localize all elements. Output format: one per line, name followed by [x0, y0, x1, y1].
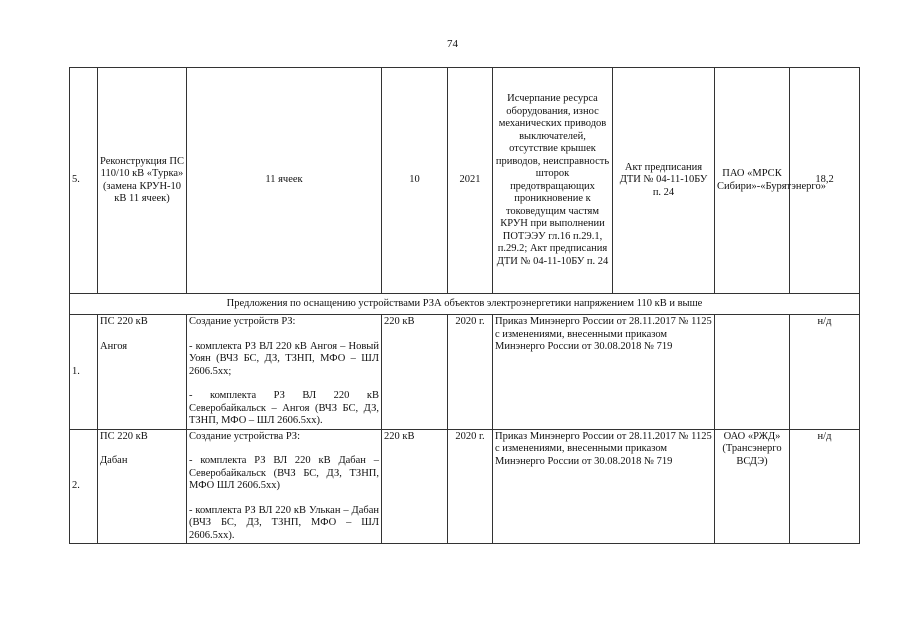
- year-cell: 2020 г.: [448, 429, 493, 544]
- scope-item: - комплекта РЗ ВЛ 220 кВ Северобайкальск – Ангоя (ВЧЗ БС, ДЗ, ТЗНП, МФО – ШЛ 2606.5хх).: [189, 390, 379, 426]
- row-number: 2.: [70, 429, 98, 544]
- owner-cell: [715, 315, 790, 430]
- table-row: [70, 315, 860, 430]
- basis-cell: Приказ Минэнерго России от 28.11.2017 № 1125 с изменениями, внесенными приказом Минэнерго России от 30.08.2018 № 719: [493, 315, 715, 430]
- voltage-cell: 220 кВ: [382, 429, 448, 544]
- basis-cell: Акт предписания ДТИ № 04-11-10БУ п. 24: [613, 68, 715, 294]
- row-number: 5.: [70, 68, 98, 294]
- voltage-cell: 220 кВ: [382, 315, 448, 430]
- object-name-line1: ПС 220 кВ: [100, 430, 148, 442]
- object-name: Реконструкция ПС 110/10 кВ «Турка» (замена КРУН-10 кВ 11 ячеек): [98, 68, 187, 294]
- basis-cell: Приказ Минэнерго России от 28.11.2017 № 1125 с изменениями, внесенными приказом Минэнерго России от 30.08.2018 № 719: [493, 429, 715, 544]
- object-name-line2: Ангоя: [100, 340, 128, 352]
- scope-item: - комплекта РЗ ВЛ 220 кВ Дабан – Северобайкальск (ВЧЗ БС, ДЗ, ТЗНП, МФО ШЛ 2606.5хх): [189, 455, 379, 491]
- cost-cell: н/д: [790, 315, 860, 430]
- object-name: [98, 429, 187, 544]
- scope-item: - комплекта РЗ ВЛ 220 кВ Ангоя – Новый Уоян (ВЧЗ БС, ДЗ, ТЗНП, МФО – ШЛ 2606.5хх;: [189, 340, 379, 377]
- scope-cell: 11 ячеек: [187, 68, 382, 294]
- scope-title: Создание устройства РЗ:: [189, 430, 300, 442]
- scope-item: - комплекта РЗ ВЛ 220 кВ Улькан – Дабан (ВЧЗ БС, ДЗ, ТЗНП, МФО – ШЛ 2606.5хх).: [189, 504, 379, 541]
- object-name-line2: Дабан: [100, 455, 128, 466]
- cost-cell: 18,2: [790, 68, 860, 294]
- cost-cell: н/д: [790, 429, 860, 544]
- object-name-line1: ПС 220 кВ: [100, 316, 148, 327]
- quantity-cell: 10: [382, 68, 448, 294]
- year-cell: 2020 г.: [448, 315, 493, 430]
- owner-cell: ОАО «РЖД» (Трансэнерго ВСДЭ): [715, 429, 790, 544]
- row-number: 1.: [70, 315, 98, 430]
- scope-title: Создание устройств РЗ:: [189, 316, 296, 327]
- table-row: [70, 429, 860, 544]
- projects-table: [69, 67, 860, 544]
- reason-cell: Исчерпание ресурса оборудования, износ механических приводов выключателей, отсутствие крышек приводов, неисправность шторок предотвращающих проникновение к токоведущим частям КРУН при выполнении ПОТЭЭУ гл.16 п.29.1, п.29.2; Акт предписания ДТИ № 04-11-10БУ п. 24: [493, 68, 613, 294]
- scope-cell: [187, 315, 382, 430]
- object-name: [98, 315, 187, 430]
- scope-cell: [187, 429, 382, 544]
- table-row: [70, 68, 860, 294]
- page-number: 74: [447, 38, 458, 50]
- section-title: Предложения по оснащению устройствами РЗА объектов электроэнергетики напряжением 110 кВ и выше: [70, 294, 860, 315]
- section-header-row: [70, 294, 860, 315]
- year-cell: 2021: [448, 68, 493, 294]
- owner-cell: ПАО «МРСК Сибири»-«Бурятэнерго»: [715, 68, 790, 294]
